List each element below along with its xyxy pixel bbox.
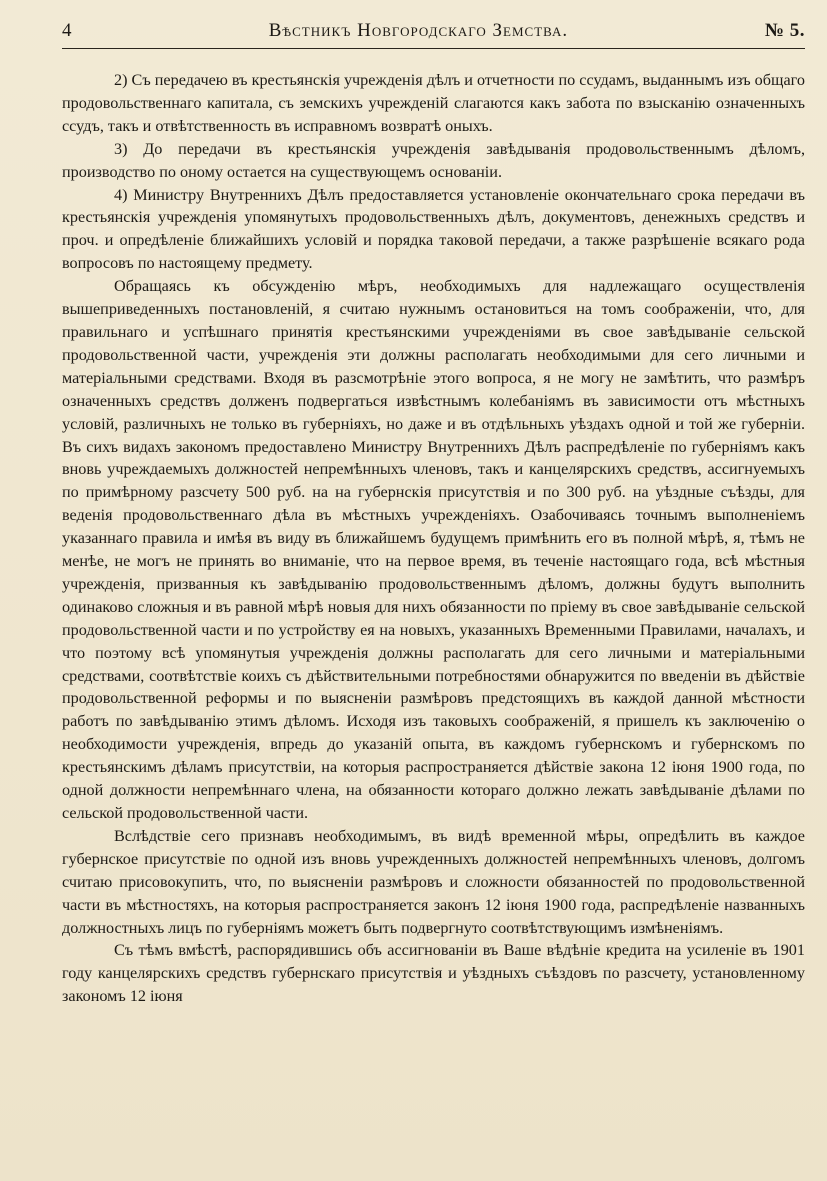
running-header [62, 20, 805, 49]
paragraph: 4) Министру Внутреннихъ Дѣлъ предоставляется установленіе окончательнаго срока передачи въ крестьянскія учрежденія упомянутыхъ продовольственныхъ дѣлъ, документовъ, денежныхъ средствъ и проч. и опредѣленіе ближайшихъ условій и порядка таковой передачи, а также разрѣшеніе всякаго рода вопросовъ по настоящему предмету. [62, 185, 805, 273]
issue-number: № 5. [764, 20, 805, 41]
paragraph: Вслѣдствіе сего признавъ необходимымъ, въ видѣ временной мѣры, опредѣлить въ каждое губернское присутствіе по одной изъ вновь учрежденныхъ должностей непремѣнныхъ членовъ, долгомъ считаю присовокупить, что, по выясненіи размѣровъ и сложности обязанностей по продовольственной части въ мѣстностяхъ, на которыя распространяется законъ 12 іюня 1900 года, распредѣленіе названныхъ должностныхъ лицъ по губерніямъ можетъ быть подвергнуто соотвѣтствующимъ измѣненіямъ. [62, 826, 805, 937]
article-body [62, 69, 805, 1008]
paragraph: 2) Съ передачею въ крестьянскія учрежденія дѣлъ и отчетности по ссудамъ, выданнымъ изъ общаго продовольственнаго капитала, съ земскихъ учрежденій слагаются какъ забота по взысканію означенныхъ ссудъ, такъ и отвѣтственность въ исправномъ возвратѣ оныхъ. [62, 71, 805, 135]
page-number: 4 [62, 20, 72, 41]
paragraph: 3) До передачи въ крестьянскія учрежденія завѣдыванія продовольственнымъ дѣломъ, производство по оному остается на существующемъ основаніи. [62, 139, 805, 181]
paragraph: Обращаясь къ обсужденію мѣръ, необходимыхъ для надлежащаго осуществленія вышеприведенныхъ постановленій, я считаю нужнымъ остановиться на томъ соображеніи, что, для правильнаго и успѣшнаго принятія крестьянскими учрежденіями въ свое завѣдываніе сельской продовольственной части, учрежденія эти должны располагать необходимыми для сего личными и матеріальными средствами. Входя въ разсмотрѣніе этого вопроса, я не могу не замѣтить, что размѣръ означенныхъ средствъ долженъ подвергаться извѣстнымъ колебаніямъ въ зависимости отъ мѣстныхъ условій, различныхъ не только въ губерніяхъ, но даже и въ отдѣльныхъ уѣздахъ одной и той же губерніи. Въ сихъ видахъ закономъ предоставлено Министру Внутреннихъ Дѣлъ распредѣленіе по губерніямъ какъ вновь учреждаемыхъ должностей непремѣнныхъ членовъ, такъ и канцелярскихъ средствъ, ассигнуемыхъ по примѣрному разсчету 500 руб. на на губернскія присутствія и по 300 руб. на уѣздные съѣзды, для веденія продовольственнаго дѣла въ мѣстныхъ учрежденіяхъ. Озабочиваясь точнымъ выполненіемъ указаннаго правила и имѣя въ виду въ ближайшемъ будущемъ примѣнить его въ полной мѣрѣ, я, тѣмъ не менѣе, не могъ не принять во вниманіе, что на первое время, въ теченіе настоящаго года, всѣ мѣстныя учрежденія, призванныя къ завѣдыванію продовольственнымъ дѣломъ, должны будутъ выполнить одинаково сложныя и въ равной мѣрѣ новыя для нихъ обязанности по пріему въ свое завѣдываніе сельской продовольственной части и по устройству ея на новыхъ, указанныхъ Временными Правилами, началахъ, и что поэтому всѣ упомянутыя учрежденія должны располагать для сего личными и матеріальными средствами, соотвѣтствіе коихъ съ дѣйствительными потребностями обнаружится по введеніи въ дѣйствіе продовольственной реформы и по выясненіи размѣровъ предстоящихъ въ каждой данной мѣстности работъ по завѣдыванію этимъ дѣломъ. Исходя изъ таковыхъ соображеній, я пришелъ къ заключенію о необходимости учрежденія, впредь до указаній опыта, въ каждомъ губернскомъ и губернскомъ по крестьянскимъ дѣламъ присутствіи, на которыя распространяется дѣйствіе закона 12 іюня 1900 года, по одной должности непремѣннаго члена, на обязанности котораго должно лежать завѣдываніе дѣлами по сельской продовольственной части. [62, 277, 805, 822]
journal-title: Вѣстникъ Новгородскаго Земства. [268, 20, 569, 41]
paragraph: Съ тѣмъ вмѣстѣ, распорядившись объ ассигнованіи въ Ваше вѣдѣніе кредита на усиленіе въ 1901 году канцелярскихъ средствъ губернскаго присутствія и уѣздныхъ съѣздовъ по разсчету, установленному закономъ 12 іюня [62, 941, 805, 1006]
